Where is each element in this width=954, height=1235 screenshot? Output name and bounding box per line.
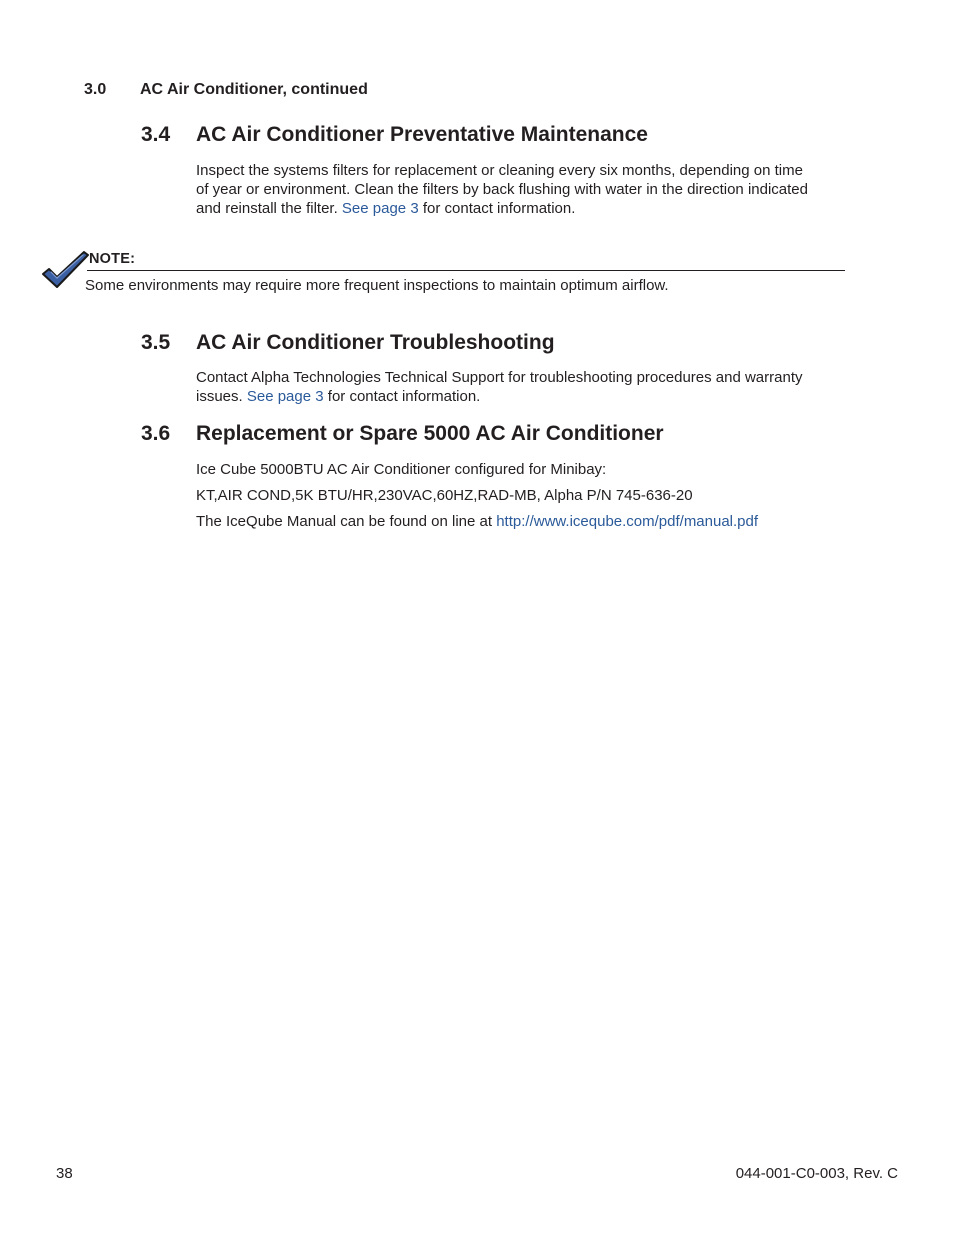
section-3-6-para-1: Ice Cube 5000BTU AC Air Conditioner configured for Minibay: — [196, 461, 607, 478]
body-text-segment: for contact information. — [418, 200, 576, 217]
running-head-number: 3.0 — [84, 81, 107, 98]
note-text: Some environments may require more frequent inspections to maintain optimum airflow. — [85, 277, 669, 294]
iceqube-manual-link[interactable]: http://www.iceqube.com/pdf/manual.pdf — [496, 513, 759, 530]
see-page-3-link[interactable]: See page 3 — [341, 200, 419, 217]
section-3-4-heading — [141, 123, 648, 147]
body-line — [196, 387, 846, 406]
body-line: of year or environment. Clean the filters by back flushing with water in the direction indicated — [196, 181, 808, 198]
section-title: AC Air Conditioner Troubleshooting — [196, 331, 555, 354]
section-3-5-body — [196, 368, 846, 406]
document-id: 044-001-C0-003, Rev. C — [735, 1165, 898, 1182]
checkmark-icon — [41, 250, 89, 290]
section-3-5-heading — [141, 331, 555, 355]
section-title: Replacement or Spare 5000 AC Air Conditioner — [196, 422, 664, 445]
section-number: 3.4 — [141, 123, 171, 146]
body-line — [196, 199, 846, 218]
body-text-segment: and reinstall the filter. — [196, 200, 342, 217]
body-text-segment: for contact information. — [323, 388, 481, 405]
section-3-6-heading — [141, 422, 664, 446]
section-3-4-body — [196, 161, 846, 218]
body-line: Contact Alpha Technologies Technical Support for troubleshooting procedures and warranty — [196, 369, 803, 386]
section-3-6-para-2: KT,AIR COND,5K BTU/HR,230VAC,60HZ,RAD-MB, Alpha P/N 745-636-20 — [196, 487, 693, 504]
section-title: AC Air Conditioner Preventative Maintenance — [196, 123, 648, 146]
note-divider — [87, 270, 845, 271]
see-page-3-link[interactable]: See page 3 — [246, 388, 324, 405]
page-number: 38 — [56, 1165, 73, 1182]
body-line: Inspect the systems filters for replacement or cleaning every six months, depending on time — [196, 162, 803, 179]
note-label: NOTE: — [89, 251, 136, 267]
running-head — [84, 81, 368, 99]
section-number: 3.5 — [141, 331, 171, 354]
section-number: 3.6 — [141, 422, 171, 445]
body-text-segment: issues. — [196, 388, 247, 405]
running-head-title: AC Air Conditioner, continued — [140, 81, 368, 98]
section-3-6-para-3 — [196, 512, 846, 531]
body-text-segment: The IceQube Manual can be found on line at — [196, 513, 497, 530]
